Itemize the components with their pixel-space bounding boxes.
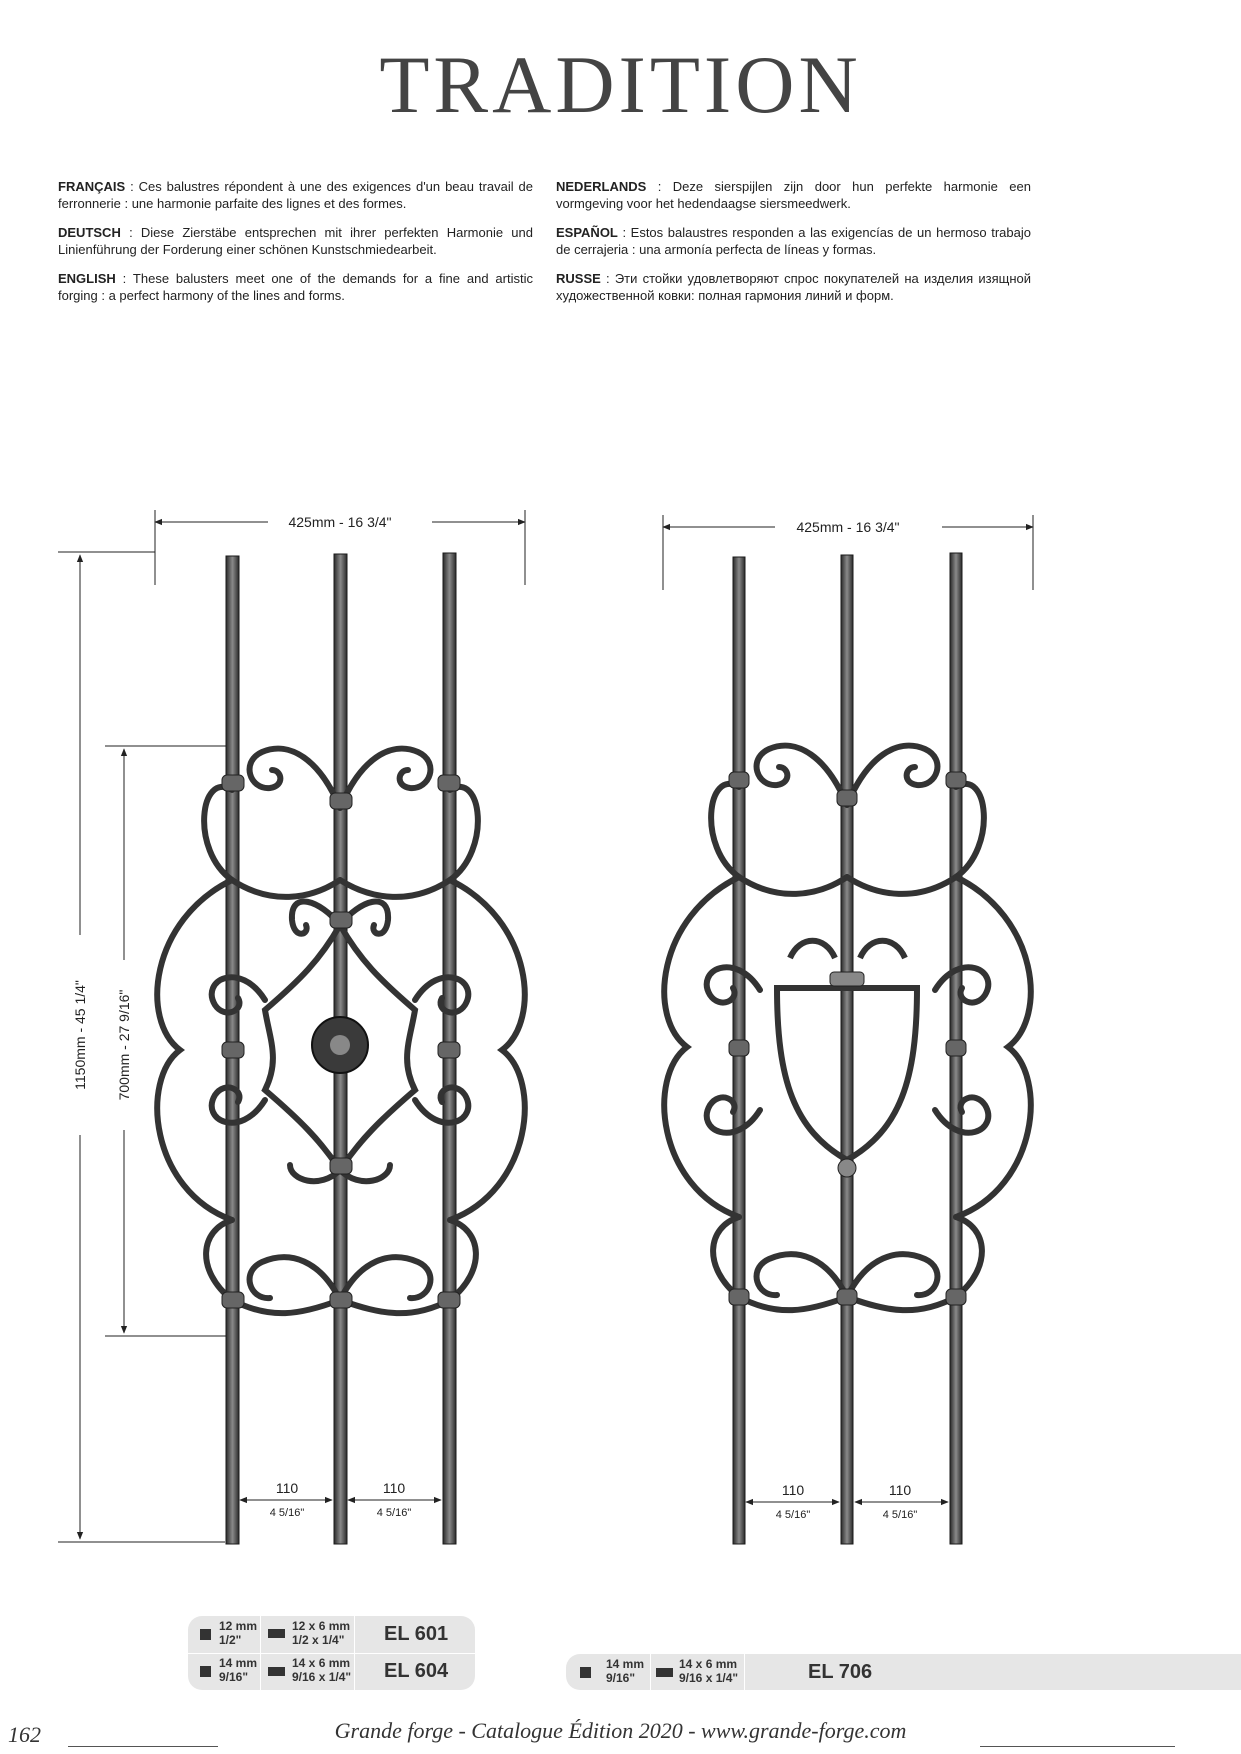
lang-label: FRANÇAIS — [58, 179, 126, 194]
flat-bar-icon — [268, 1667, 285, 1676]
total-height-label: 1150mm - 45 1/4" — [72, 980, 88, 1090]
flat-size-in: 1/2 x 1/4" — [292, 1633, 345, 1647]
panel-height-label: 700mm - 27 9/16" — [116, 989, 132, 1101]
page-title: TRADITION — [379, 39, 862, 130]
flat-bar-icon — [268, 1629, 285, 1638]
collar — [830, 972, 864, 986]
spacing-label-in: 4 5/16" — [775, 1509, 811, 1521]
description-text: : Deze sierspijlen zijn door hun perfekte harmonie een vormgeving voor het hedendaagse siersmeedwerk. — [556, 179, 1031, 211]
collar — [838, 1159, 856, 1177]
spacing-label-in: 4 5/16" — [269, 1507, 305, 1519]
flat-size-in: 9/16 x 1/4" — [292, 1670, 352, 1684]
width-label: 425mm - 16 3/4" — [288, 514, 392, 530]
footer-rule — [68, 1746, 218, 1747]
spacing-label-mm: 110 — [781, 1482, 805, 1498]
round-bar-icon — [200, 1629, 211, 1640]
lang-label: ESPAÑOL — [556, 225, 618, 240]
bar-size-in: 9/16" — [606, 1671, 636, 1685]
baluster-el601 — [58, 510, 525, 1544]
description-text: : Diese Zierstäbe entsprechen mit ihrer perfekten Harmonie und Linienführung der Forderung einer schönen Kunstschmiedearbeit. — [58, 225, 533, 257]
lang-label: ENGLISH — [58, 271, 116, 286]
footer-rule — [980, 1746, 1175, 1747]
spacing-label-mm: 110 — [275, 1480, 299, 1496]
lang-label: DEUTSCH — [58, 225, 121, 240]
lang-label: RUSSE — [556, 271, 601, 286]
reference-table-right — [566, 1654, 1241, 1690]
reference-code: EL 604 — [384, 1660, 449, 1682]
spacing-label-in: 4 5/16" — [882, 1509, 918, 1521]
spacing-label-in: 4 5/16" — [376, 1507, 412, 1519]
reference-code: EL 706 — [808, 1661, 873, 1683]
bar-size-in: 1/2" — [219, 1633, 242, 1647]
round-bar-icon — [200, 1666, 211, 1677]
flat-size: 14 x 6 mm — [679, 1657, 738, 1671]
reference-code: EL 601 — [384, 1623, 449, 1645]
flat-size: 12 x 6 mm — [292, 1619, 351, 1633]
bar-size: 14 mm — [219, 1656, 258, 1670]
vertical-bar — [841, 555, 853, 1544]
description-text: : Эти стойки удовлетворяют спрос покупателей на изделия изящной художественной ковки: полная гармония линий и форм. — [556, 271, 1031, 303]
round-bar-icon — [580, 1667, 591, 1678]
rosette-center — [330, 1035, 350, 1055]
reference-table-left — [188, 1616, 475, 1690]
spacing-label-mm: 110 — [382, 1480, 406, 1496]
spacing-label-mm: 110 — [888, 1482, 912, 1498]
flat-bar-icon — [656, 1668, 673, 1677]
flat-size: 14 x 6 mm — [292, 1656, 351, 1670]
footer-text: Grande forge - Catalogue Édition 2020 - www.grande-forge.com — [334, 1718, 907, 1743]
width-label: 425mm - 16 3/4" — [796, 519, 900, 535]
baluster-el706 — [663, 515, 1033, 1544]
bar-size: 12 mm — [219, 1619, 258, 1633]
flat-size-in: 9/16 x 1/4" — [679, 1671, 739, 1685]
lang-label: NEDERLANDS — [556, 179, 647, 194]
page-number: 162 — [8, 1722, 41, 1747]
description-text: : Ces balustres répondent à une des exigences d'un beau travail de ferronnerie : une harmonie parfaite des lignes et des formes. — [58, 179, 533, 211]
bar-size-in: 9/16" — [219, 1670, 249, 1684]
description-text: : Estos balaustres responden a las exigencías de un hermoso trabajo de cerrajeria : una armonía perfecta de líneas y formas. — [556, 225, 1031, 257]
description-text: : These balusters meet one of the demands for a fine and artistic forging : a perfect harmony of the lines and forms. — [58, 271, 533, 303]
bar-size: 14 mm — [606, 1657, 645, 1671]
